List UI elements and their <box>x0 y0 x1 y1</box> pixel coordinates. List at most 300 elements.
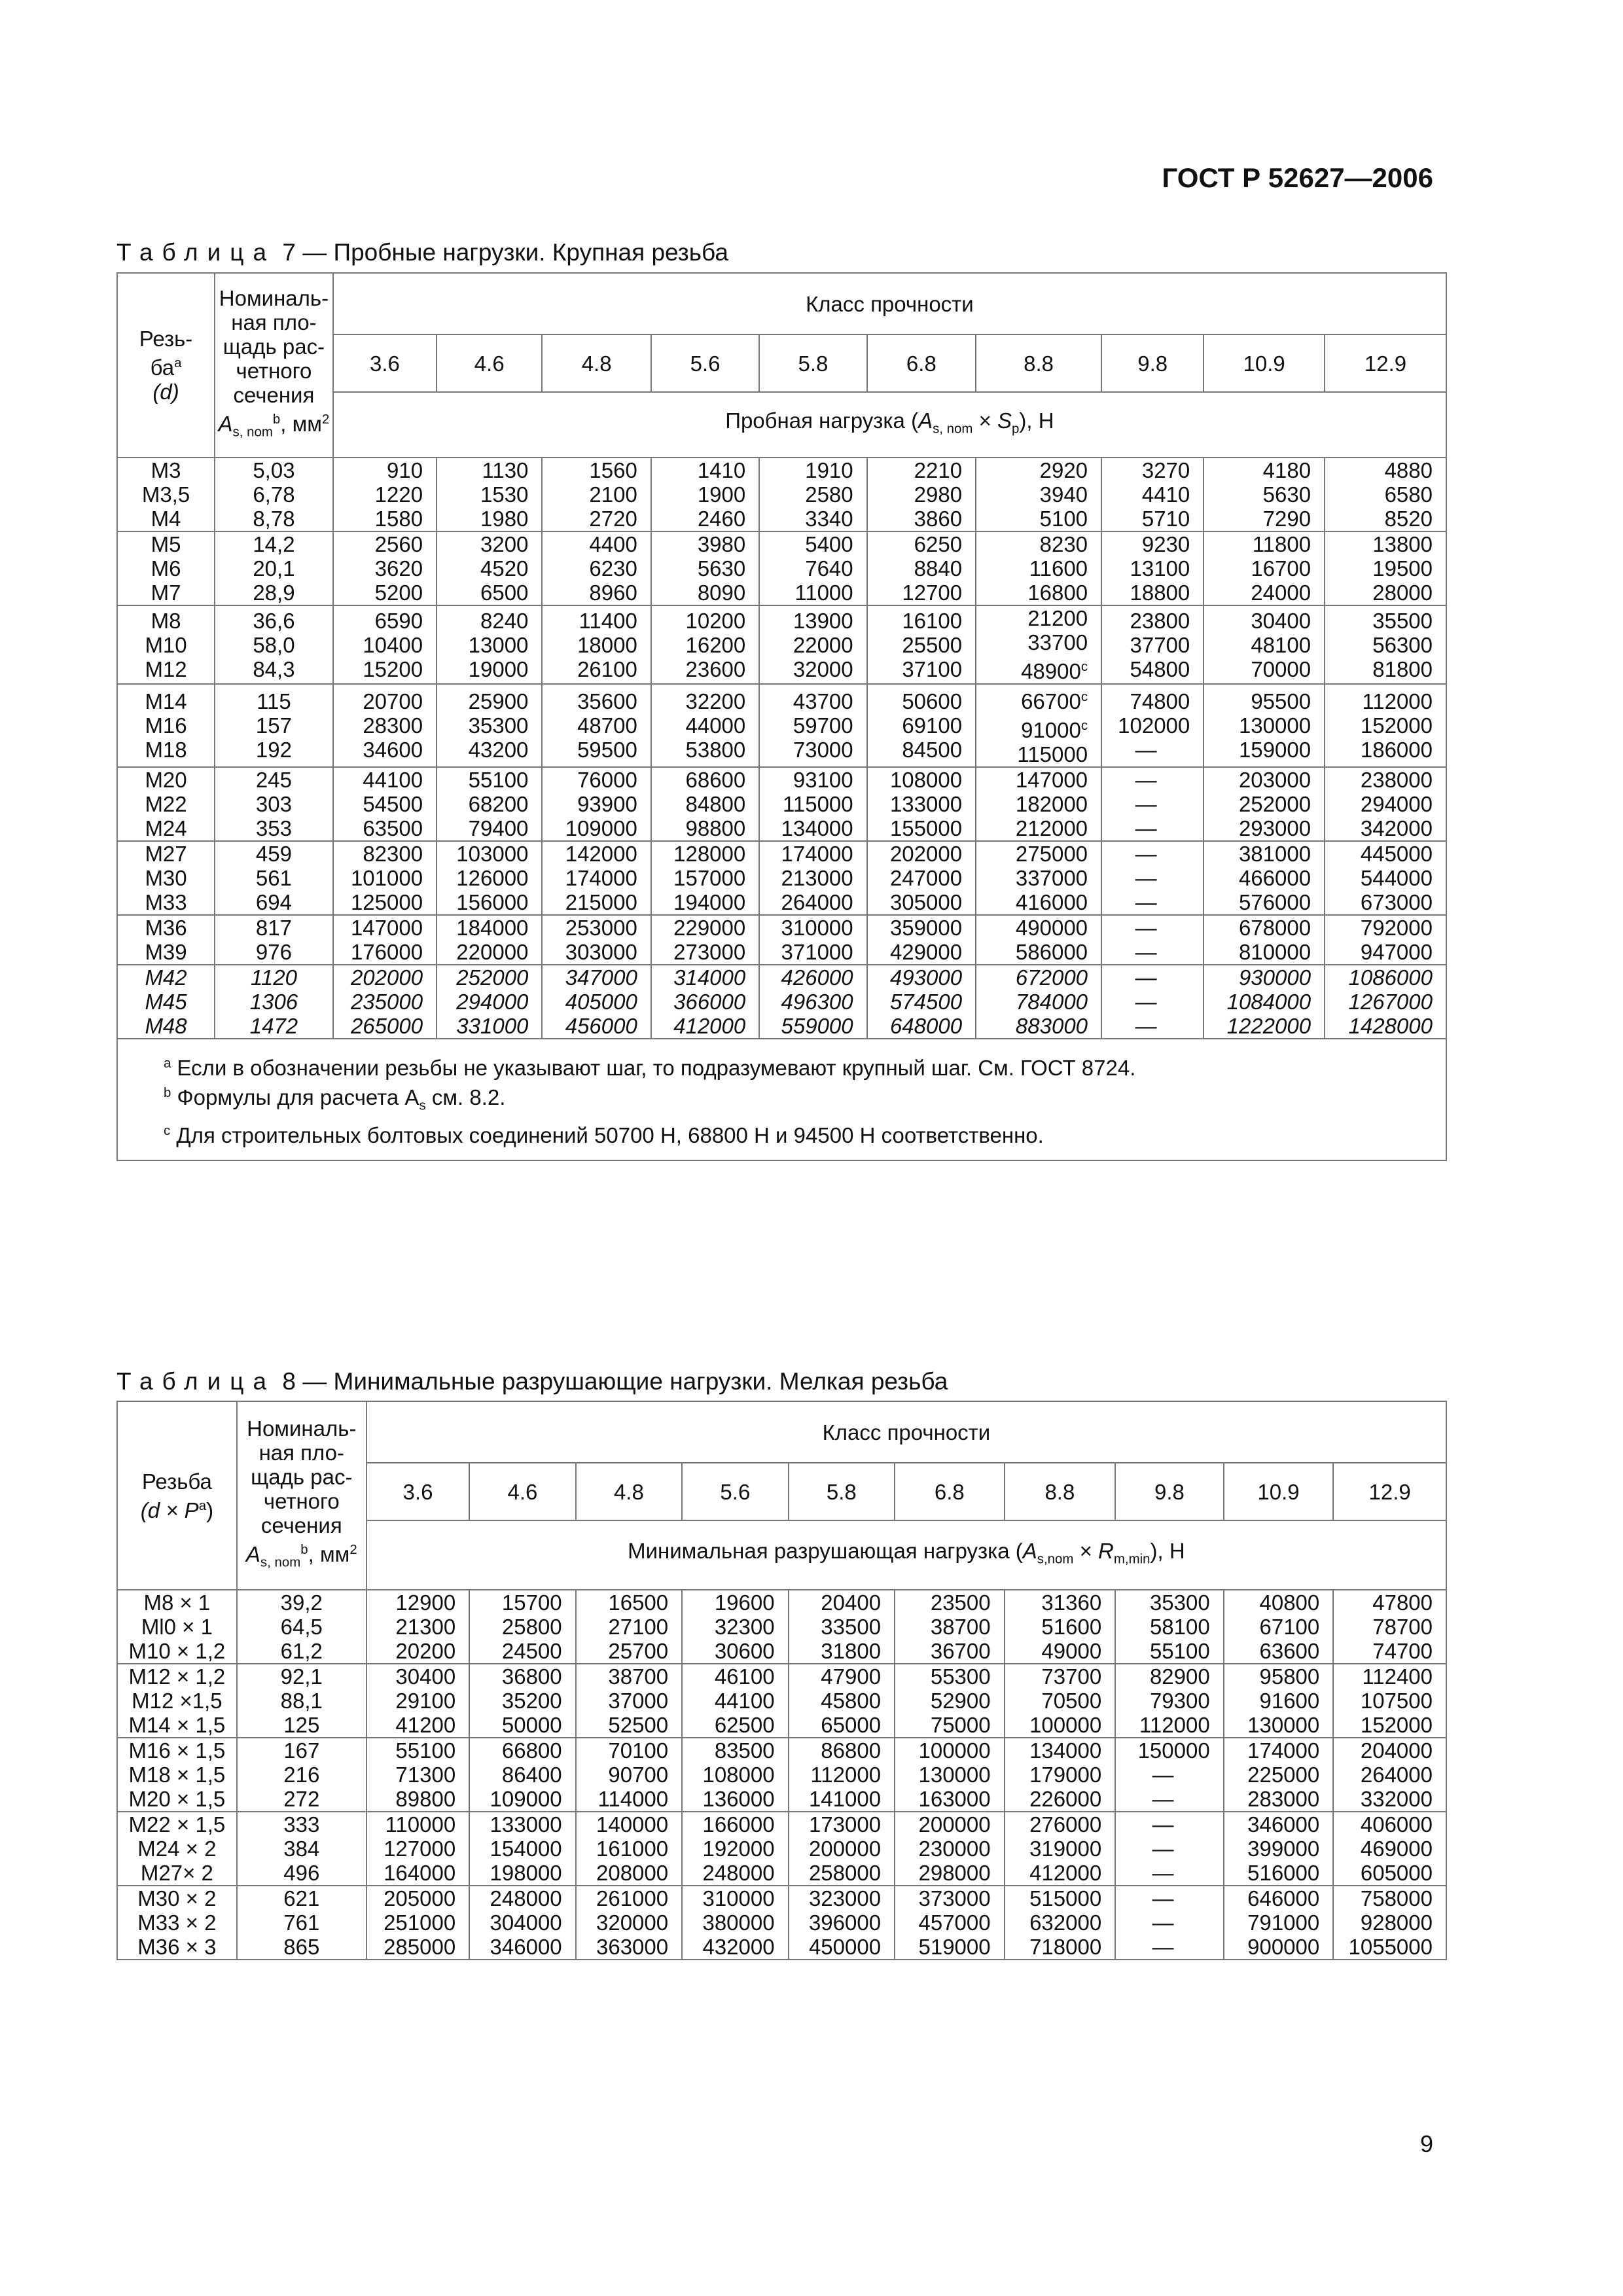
table-cell-value: 213000 <box>781 866 853 890</box>
load-cell <box>789 1590 895 1664</box>
table-cell-value: 44000 <box>685 713 746 738</box>
table-cell-value: 18000 <box>577 632 637 657</box>
table-cell-value: 248000 <box>490 1886 562 1910</box>
table-cell-value: 319000 <box>1029 1837 1102 1861</box>
table-cell-value: 8960 <box>589 581 637 605</box>
table-cell-value: M33 × 2 <box>137 1910 217 1935</box>
table-cell-value: 605000 <box>1360 1861 1433 1885</box>
table-cell-value: — <box>1135 890 1157 914</box>
note-b: $^b$ Формулы для расчета $A_s$ см. 8.2. <box>164 1085 506 1113</box>
load-cell <box>437 915 542 965</box>
load-cell <box>789 1738 895 1812</box>
table-cell-value: 82300 <box>363 842 423 866</box>
table-cell-value: — <box>1135 842 1157 866</box>
table-cell-value: 20400 <box>821 1590 882 1615</box>
table-cell-value: 251000 <box>383 1910 456 1935</box>
load-cell <box>1204 767 1325 841</box>
table-cell-value: 20200 <box>395 1639 456 1663</box>
load-cell <box>576 1738 682 1812</box>
table-cell-value: 84800 <box>685 792 746 816</box>
table-cell-value: 314000 <box>673 965 746 990</box>
table-cell-value: 1900 <box>697 482 746 507</box>
table-cell-value: 92,1 <box>280 1664 323 1689</box>
table-cell-value: — <box>1152 1861 1174 1885</box>
table-cell-value: 156000 <box>456 890 529 914</box>
load-cell <box>1005 1590 1116 1664</box>
table-row-group <box>117 457 1446 531</box>
table-cell-value: 115000 <box>1017 742 1088 766</box>
table-cell-value: 38700 <box>930 1615 991 1639</box>
load-cell <box>1101 915 1204 965</box>
load-cell <box>867 457 976 531</box>
table-cell-value: 109000 <box>565 816 637 840</box>
table-cell-value: 73000 <box>793 738 853 762</box>
table-cell-value: 13000 <box>468 632 529 657</box>
table-cell-value: 238000 <box>1360 768 1433 792</box>
table-cell-value: 305000 <box>889 890 963 914</box>
table-cell-value: 450000 <box>808 1935 882 1959</box>
table-cell-value: M27 <box>145 842 187 866</box>
class-header-cell: 5.8 <box>759 334 866 392</box>
table-cell-value: M39 <box>145 940 187 964</box>
table-cell-value: 16200 <box>685 632 746 657</box>
table-cell-value: 412000 <box>1029 1861 1102 1885</box>
load-cell <box>1325 841 1446 915</box>
table-cell-value: 8090 <box>697 581 746 605</box>
class-header-cell: 4.6 <box>469 1463 575 1520</box>
load-cell <box>651 965 759 1039</box>
table-cell-value: 78700 <box>1372 1615 1433 1639</box>
table-cell-value: 4520 <box>480 556 529 581</box>
table-cell-value: 16100 <box>902 608 963 633</box>
table-cell-value: 14,2 <box>253 532 295 556</box>
table-cell-value: 276000 <box>1029 1812 1102 1837</box>
table-cell-value: 70500 <box>1041 1689 1102 1713</box>
table-cell-value: 32200 <box>685 689 746 713</box>
table-cell-value: 49000 <box>1041 1639 1102 1663</box>
load-cell <box>469 1590 575 1664</box>
table-cell-value: 216 <box>283 1763 320 1787</box>
class-header-cell: 6.8 <box>867 334 976 392</box>
table-cell-value: M10 × 1,2 <box>128 1639 226 1663</box>
table-cell-value: M3,5 <box>141 482 190 507</box>
page-number: 9 <box>1419 2130 1433 2157</box>
table-cell-value: 56300 <box>1372 632 1433 657</box>
table-cell-value: 22000 <box>793 632 853 657</box>
table-cell-value: M22 <box>145 792 187 816</box>
table-cell-value: 101000 <box>350 866 423 890</box>
area-cell <box>215 531 333 605</box>
table-cell-value: 102000 <box>1118 713 1190 738</box>
table-cell-value: 37000 <box>608 1689 669 1713</box>
table-cell-value: 48700 <box>577 713 637 738</box>
table-cell-value: 91000$^c$ <box>1021 718 1088 742</box>
table-cell-value: 6230 <box>589 556 637 581</box>
table-cell-value: 126000 <box>456 866 529 890</box>
table-cell-value: 381000 <box>1238 842 1311 866</box>
table-cell-value: 19000 <box>468 656 529 681</box>
table-cell-value: 46100 <box>714 1664 775 1689</box>
load-cell <box>1115 1812 1224 1886</box>
load-cell <box>651 457 759 531</box>
load-cell <box>651 767 759 841</box>
table-cell-value: 10200 <box>685 608 746 633</box>
table-cell-value: 110000 <box>385 1812 456 1837</box>
thread-cell <box>117 1590 237 1664</box>
table-cell-value: 154000 <box>490 1837 562 1861</box>
table-cell-value: 5630 <box>1262 482 1311 507</box>
load-cell <box>333 684 437 767</box>
table-cell-value: 112400 <box>1362 1664 1433 1689</box>
table-row-group <box>117 1738 1446 1812</box>
table-row-group <box>117 1664 1446 1738</box>
table-cell-value: 55100 <box>468 768 529 792</box>
note-mark: a <box>174 355 182 370</box>
load-cell <box>759 767 866 841</box>
table7-header <box>117 273 1446 457</box>
table-cell-value: 152000 <box>1360 713 1433 738</box>
table-cell-value: 83500 <box>714 1738 775 1763</box>
table-cell-value: M20 × 1,5 <box>128 1787 226 1811</box>
table-cell-value: 429000 <box>889 940 963 964</box>
table-cell-value: 81800 <box>1372 656 1433 681</box>
table-cell-value: 208000 <box>596 1861 669 1885</box>
area-header-line: четного <box>263 1489 340 1514</box>
table-cell-value: — <box>1152 1910 1174 1935</box>
table-cell-value: — <box>1152 1812 1174 1837</box>
load-cell <box>1101 767 1204 841</box>
table-cell-value: 298000 <box>918 1861 991 1885</box>
load-cell <box>895 1886 1005 1960</box>
table-cell-value: 12900 <box>395 1590 456 1615</box>
table-cell-value: 1980 <box>480 507 529 531</box>
table8-caption-title: 8 — Минимальные разрушающие нагрузки. Мелкая резьба <box>282 1368 948 1395</box>
table-cell-value: 865 <box>283 1935 320 1959</box>
table-cell-value: 8,78 <box>253 507 295 531</box>
area-cell <box>237 1812 366 1886</box>
table-cell-value: 147000 <box>1015 768 1088 792</box>
table-cell-value: 2920 <box>1039 458 1088 482</box>
load-cell <box>867 531 976 605</box>
table-cell-value: 200000 <box>918 1812 991 1837</box>
table-cell-value: 1428000 <box>1348 1014 1433 1038</box>
table-cell-value: 26100 <box>577 656 637 681</box>
table-cell-value: 235000 <box>350 990 423 1014</box>
table-cell-value: 91600 <box>1259 1689 1320 1713</box>
table-cell-value: 25900 <box>468 689 529 713</box>
table-cell-value: 79400 <box>468 816 529 840</box>
table-cell-value: M36 × 3 <box>137 1935 217 1959</box>
table-cell-value: M18 × 1,5 <box>128 1763 226 1787</box>
table-cell-value: 19500 <box>1372 556 1433 581</box>
table-cell-value: 337000 <box>1015 866 1088 890</box>
area-header-line: сечения <box>260 1513 342 1538</box>
table-cell-value: 157 <box>255 713 292 738</box>
table-cell-value: 405000 <box>565 990 637 1014</box>
thread-header-line: Резьба <box>141 1469 212 1494</box>
table-cell-value: 519000 <box>918 1935 991 1959</box>
table-cell-value: 141000 <box>808 1787 882 1811</box>
thread-cell <box>117 965 215 1039</box>
table-cell-value: 373000 <box>918 1886 991 1910</box>
table7-load-header: Пробная нагрузка $(A_{s, nom} \times S_p)$, Н <box>333 392 1446 457</box>
load-cell <box>867 965 976 1039</box>
table-cell-value: 4400 <box>589 532 637 556</box>
table-cell-value: 31360 <box>1041 1590 1102 1615</box>
table8-header <box>117 1401 1446 1590</box>
table-cell-value: 1560 <box>589 458 637 482</box>
table7 <box>116 272 1447 1161</box>
table-cell-value: 366000 <box>673 990 746 1014</box>
table-cell-value: 2460 <box>697 507 746 531</box>
table-cell-value: 44100 <box>714 1689 775 1713</box>
table-cell-value: 159000 <box>1238 738 1311 762</box>
table-cell-value: M30 × 2 <box>137 1886 217 1910</box>
load-cell <box>542 841 651 915</box>
load-cell <box>682 1812 788 1886</box>
load-cell <box>1204 684 1325 767</box>
table-cell-value: 678000 <box>1238 916 1311 940</box>
table-cell-value: 1472 <box>249 1014 298 1038</box>
table-cell-value: 304000 <box>490 1910 562 1935</box>
class-header-cell: 5.6 <box>651 334 759 392</box>
table8-caption-label: Таблица <box>116 1368 276 1395</box>
table-row-group <box>117 684 1446 767</box>
table-cell-value: 52900 <box>930 1689 991 1713</box>
table-cell-value: 44100 <box>363 768 423 792</box>
table-cell-value: 61,2 <box>280 1639 323 1663</box>
load-cell <box>651 841 759 915</box>
class-header-cell: 9.8 <box>1115 1463 1224 1520</box>
table-cell-value: 1530 <box>480 482 529 507</box>
table-cell-value: 13800 <box>1372 532 1433 556</box>
table-cell-value: 294000 <box>456 990 529 1014</box>
table-cell-value: 164000 <box>383 1861 456 1885</box>
table-cell-value: 4180 <box>1262 458 1311 482</box>
table-cell-value: 1084000 <box>1226 990 1311 1014</box>
table-cell-value: 496 <box>283 1861 320 1885</box>
table8-load-header: Минимальная разрушающая нагрузка $(A_{s,nom} \times R_{m,min})$, Н <box>366 1520 1446 1590</box>
table-cell-value: M20 <box>145 768 187 792</box>
table-cell-value: 95800 <box>1259 1664 1320 1689</box>
table-cell-value: 107500 <box>1360 1689 1433 1713</box>
table-cell-value: 648000 <box>889 1014 963 1038</box>
load-cell <box>1325 531 1446 605</box>
table-cell-value: 5,03 <box>253 458 295 482</box>
load-cell <box>437 531 542 605</box>
table-cell-value: 103000 <box>456 842 529 866</box>
thread-cell <box>117 605 215 684</box>
table-row-group <box>117 1812 1446 1886</box>
table-cell-value: 109000 <box>490 1787 562 1811</box>
table-cell-value: M8 <box>151 608 181 633</box>
table-cell-value: M12 ×1,5 <box>132 1689 223 1713</box>
load-cell <box>437 841 542 915</box>
area-header-line: щадь рас- <box>223 334 325 359</box>
table-cell-value: 215000 <box>565 890 637 914</box>
table-cell-value: 5200 <box>374 581 423 605</box>
load-cell <box>1333 1886 1446 1960</box>
table-cell-value: 574500 <box>889 990 963 1014</box>
table-cell-value: 212000 <box>1015 816 1088 840</box>
table-cell-value: 1306 <box>249 990 298 1014</box>
table-cell-value: 112000 <box>1139 1713 1210 1737</box>
table-cell-value: 30400 <box>395 1664 456 1689</box>
table-cell-value: 128000 <box>673 842 746 866</box>
table-cell-value: 67100 <box>1259 1615 1320 1639</box>
table-cell-value: 37700 <box>1130 632 1190 657</box>
area-cell <box>215 684 333 767</box>
table-row-group <box>117 1590 1446 1664</box>
class-header-cell: 3.6 <box>366 1463 469 1520</box>
table-cell-value: 3340 <box>805 507 853 531</box>
load-cell <box>789 1812 895 1886</box>
table-cell-value: 694 <box>255 890 292 914</box>
table-cell-value: 174000 <box>565 866 637 890</box>
load-cell <box>469 1664 575 1738</box>
load-cell <box>1325 684 1446 767</box>
table-cell-value: 23600 <box>685 656 746 681</box>
thread-header-line: (d) <box>152 380 179 404</box>
table-cell-value: 192 <box>255 738 292 762</box>
table-cell-value: 192000 <box>702 1837 775 1861</box>
load-cell <box>333 965 437 1039</box>
area-header-line: Номиналь- <box>247 1416 357 1441</box>
load-cell <box>867 841 976 915</box>
table-cell-value: 115000 <box>782 792 853 816</box>
load-cell <box>895 1738 1005 1812</box>
table-cell-value: 303 <box>255 792 292 816</box>
table-cell-value: 817 <box>255 916 292 940</box>
table-cell-value: 198000 <box>490 1861 562 1885</box>
table-cell-value: — <box>1135 816 1157 840</box>
load-cell <box>1101 841 1204 915</box>
table-cell-value: 416000 <box>1015 890 1088 914</box>
table-cell-value: 396000 <box>808 1910 882 1935</box>
area-header-formula: $A_{s, nom}^b$, $мм^2$ <box>218 412 330 440</box>
table-cell-value: 718000 <box>1029 1935 1102 1959</box>
table-cell-value: 147000 <box>350 916 423 940</box>
table-cell-value: M48 <box>145 1014 187 1038</box>
load-cell <box>469 1886 575 1960</box>
load-cell <box>976 915 1101 965</box>
table-cell-value: 406000 <box>1360 1812 1433 1837</box>
table-cell-value: M42 <box>145 965 187 990</box>
load-cell <box>1325 965 1446 1039</box>
load-cell <box>976 965 1101 1039</box>
thread-cell <box>117 1664 237 1738</box>
table-cell-value: 71300 <box>395 1763 456 1787</box>
table-row-group <box>117 841 1446 915</box>
table-cell-value: 8840 <box>914 556 963 581</box>
table-cell-value: 466000 <box>1238 866 1311 890</box>
table-cell-value: 2560 <box>374 532 423 556</box>
thread-cell <box>117 1738 237 1812</box>
table-cell-value: M22 × 1,5 <box>128 1812 226 1837</box>
class-header-cell: 5.6 <box>682 1463 788 1520</box>
table-cell-value: 48900$^c$ <box>1021 659 1088 683</box>
thread-cell <box>117 915 215 965</box>
table-row-group <box>117 767 1446 841</box>
class-header-cell: 4.6 <box>437 334 542 392</box>
table-cell-value: 205000 <box>383 1886 456 1910</box>
table-cell-value: 52500 <box>608 1713 669 1737</box>
table-cell-value: 75000 <box>930 1713 991 1737</box>
table-cell-value: — <box>1135 768 1157 792</box>
load-cell <box>682 1664 788 1738</box>
table-cell-value: — <box>1152 1787 1174 1811</box>
area-header-line: щадь рас- <box>251 1465 353 1490</box>
table-cell-value: 112000 <box>1362 689 1433 713</box>
table-cell-value: — <box>1152 1837 1174 1861</box>
load-cell <box>651 531 759 605</box>
table-cell-value: 173000 <box>808 1812 882 1837</box>
table-cell-value: M24 <box>145 816 187 840</box>
table-cell-value: 74700 <box>1372 1639 1433 1663</box>
table-cell-value: 66800 <box>501 1738 562 1763</box>
table-cell-value: 59700 <box>793 713 853 738</box>
load-cell <box>759 531 866 605</box>
load-cell <box>437 767 542 841</box>
table-cell-value: 157000 <box>673 866 746 890</box>
load-cell <box>1101 684 1204 767</box>
table-cell-value: 29100 <box>395 1689 456 1713</box>
table-cell-value: 108000 <box>702 1763 775 1787</box>
area-cell <box>215 605 333 684</box>
table-cell-value: M24 × 2 <box>137 1837 217 1861</box>
table-cell-value: 1120 <box>250 965 297 990</box>
class-header-cell: 3.6 <box>333 334 437 392</box>
table-cell-value: 130000 <box>1247 1713 1320 1737</box>
table-cell-value: 456000 <box>565 1014 637 1038</box>
table-cell-value: 16800 <box>1027 581 1088 605</box>
thread-cell <box>117 457 215 531</box>
table-cell-value: 43700 <box>793 689 853 713</box>
table-cell-value: 283000 <box>1247 1787 1320 1811</box>
load-cell <box>1224 1812 1334 1886</box>
table-cell-value: 7290 <box>1262 507 1311 531</box>
table-cell-value: 58100 <box>1149 1615 1210 1639</box>
load-cell <box>759 915 866 965</box>
table-cell-value: M16 <box>145 713 187 738</box>
table-cell-value: 35500 <box>1372 608 1433 633</box>
table-cell-value: 8240 <box>480 608 529 633</box>
table-cell-value: 2100 <box>589 482 637 507</box>
load-cell <box>1115 1738 1224 1812</box>
thread-cell <box>117 767 215 841</box>
table-cell-value: 37100 <box>902 656 963 681</box>
load-cell <box>1333 1812 1446 1886</box>
table-cell-value: 1910 <box>805 458 853 482</box>
table-cell-value: 59500 <box>577 738 637 762</box>
table-cell-value: 41200 <box>395 1713 456 1737</box>
table8-thread-header <box>117 1401 237 1590</box>
load-cell <box>1333 1738 1446 1812</box>
table-cell-value: 68600 <box>685 768 746 792</box>
load-cell <box>542 965 651 1039</box>
class-header-cell: 8.8 <box>976 334 1101 392</box>
table-cell-value: M8 × 1 <box>143 1590 211 1615</box>
table-cell-value: 203000 <box>1238 768 1311 792</box>
load-cell <box>366 1590 469 1664</box>
table-cell-value: 25800 <box>501 1615 562 1639</box>
table-cell-value: 252000 <box>1238 792 1311 816</box>
table-cell-value: 457000 <box>918 1910 991 1935</box>
table-cell-value: 230000 <box>918 1837 991 1861</box>
table-cell-value: 93100 <box>793 768 853 792</box>
table-cell-value: 115 <box>257 689 291 713</box>
table-cell-value: 28300 <box>363 713 423 738</box>
